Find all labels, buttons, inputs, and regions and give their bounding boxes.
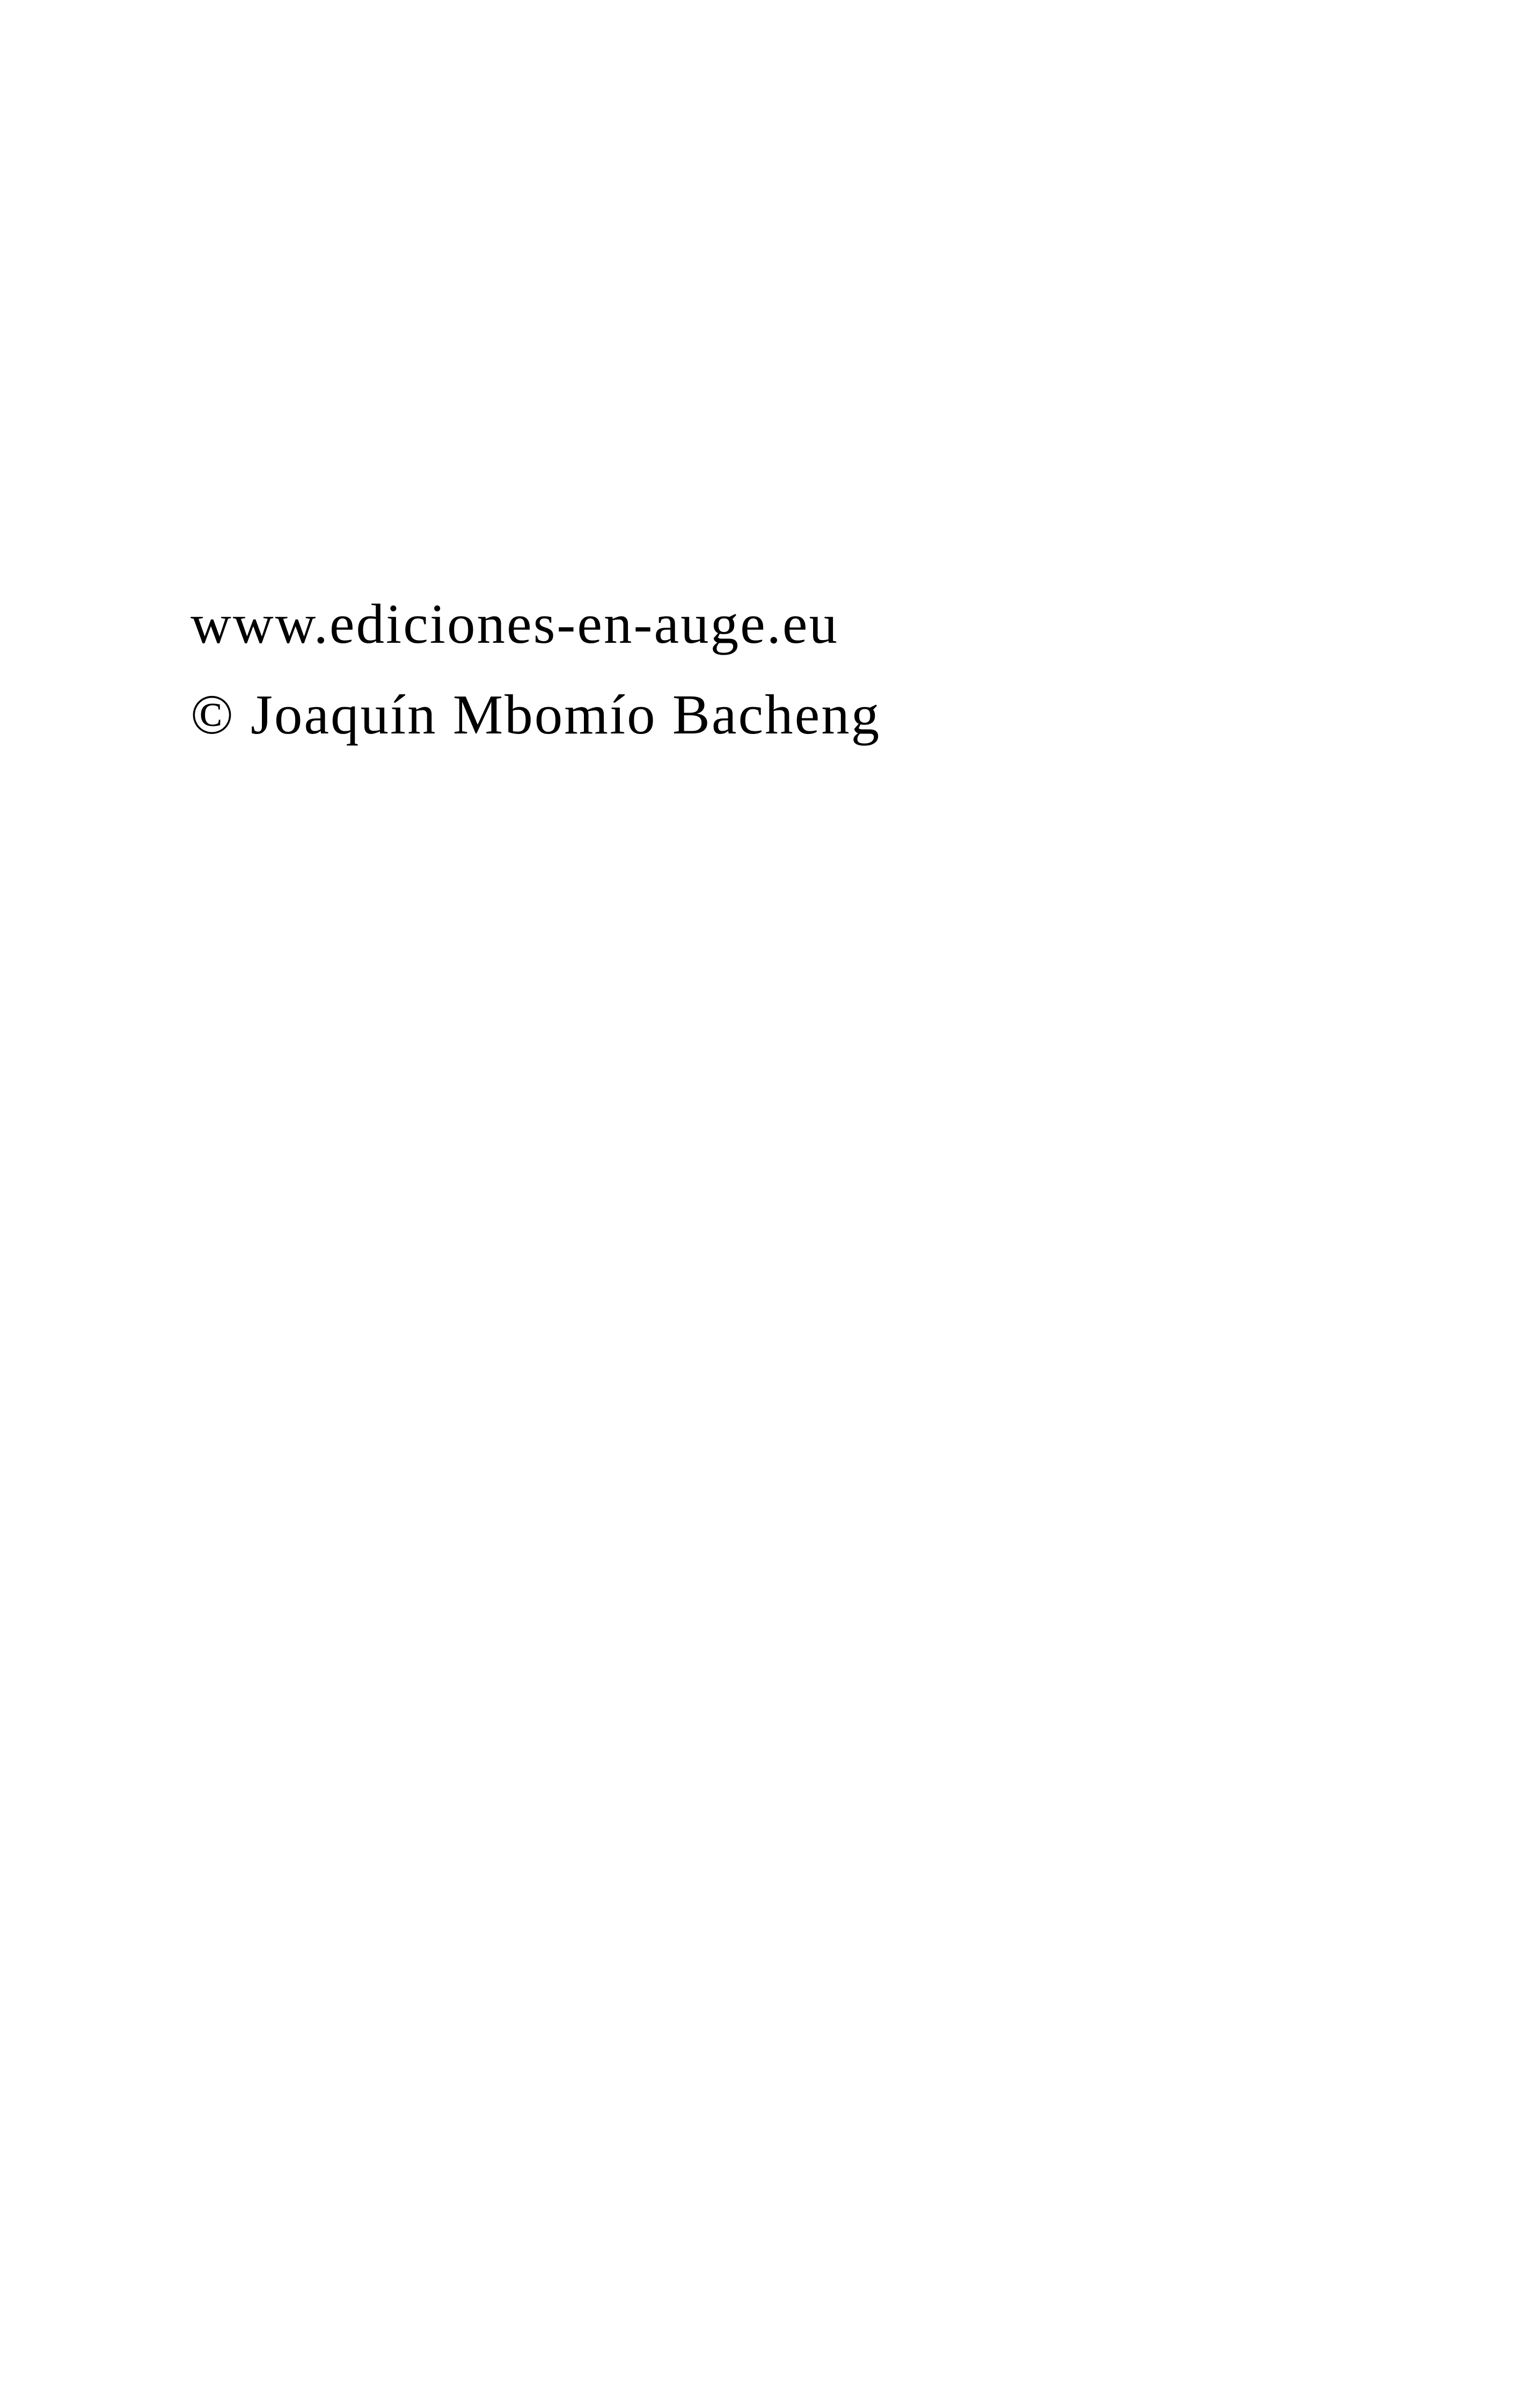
publisher-url: www.ediciones-en-auge.eu bbox=[191, 592, 839, 655]
imprint-block bbox=[191, 578, 881, 760]
copyright-line: © Joaquín Mbomío Bacheng bbox=[191, 683, 881, 746]
